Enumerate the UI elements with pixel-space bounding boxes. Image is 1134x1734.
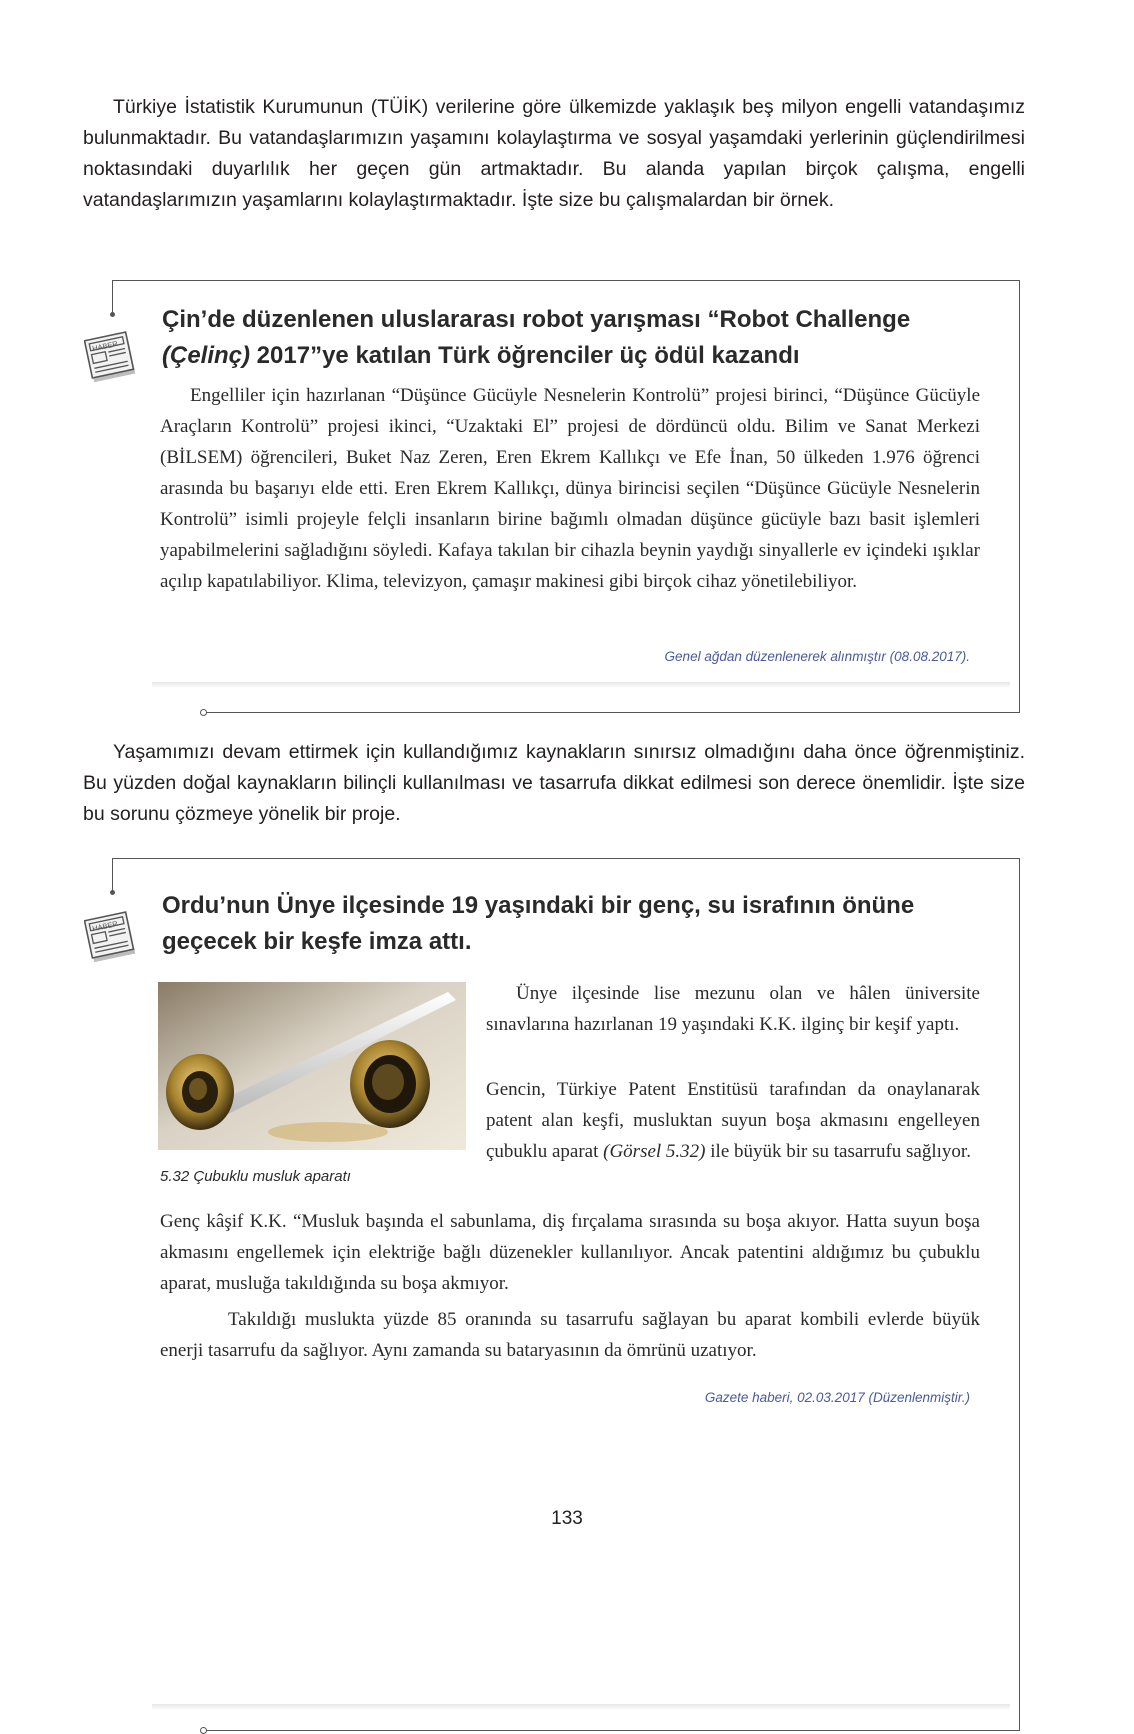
box-frame [112,280,1020,281]
news-box-water-saving [91,858,1020,1734]
news-headline: Ordu’nun Ünye ilçesinde 19 yaşındaki bir genç, su israfının önüne geçecek bir keşfe imza attı. [162,892,915,955]
image-caption: 5.32 Çubuklu musluk aparatı [160,1168,351,1185]
headline-text: 2017”ye katılan Türk öğrenciler üç ödül kazandı [250,342,800,369]
box-frame [204,1730,1020,1731]
news-source: Gazete haberi, 02.03.2017 (Düzenlenmiştir.) [704,1390,970,1405]
paragraph-text: ile büyük bir su tasarrufu sağlıyor. [705,1141,971,1162]
news-paragraph [486,1074,980,1167]
headline-italic-text: (Çelinç) [162,342,251,369]
news-paragraph: Takıldığı muslukta yüzde 85 oranında su tasarrufu sağlayan bu aparat kombili evlerde büyük enerji tasarrufu da sağlıyor. Aynı zamanda su bataryasının da ömrünü uzatıyor. [160,1309,980,1361]
news-box-robot-challenge [91,280,1020,718]
box-frame [204,712,1020,713]
headline-text: Çin’de düzenlenen uluslararası robot yarışması “Robot Challenge [162,306,911,333]
box-shadow [152,682,1010,688]
icon-label: HABER [91,919,119,934]
figure-reference: (Görsel 5.32) [603,1141,706,1162]
newspaper-icon [84,908,140,962]
box-frame [1019,858,1020,1731]
box-shadow [152,1704,1010,1710]
news-source: Genel ağdan düzenlenerek alınmıştır (08.08.2017). [664,649,970,664]
box-frame-marker [112,280,113,314]
page-number: 133 [551,1508,583,1529]
box-frame [1019,280,1020,713]
faucet-device-photo [158,982,466,1150]
newspaper-icon [84,328,140,382]
news-paragraph: Ünye ilçesinde lise mezunu olan ve hâlen üniversite sınavlarına hazırlanan 19 yaşındaki K.K. ilginç bir keşif yaptı. [486,983,980,1035]
box-frame [112,858,1020,859]
news-body: Engelliler için hazırlanan “Düşünce Gücüyle Nesnelerin Kontrolü” projesi birinci, “Düşünce Gücüyle Araçların Kontrolü” projesi ikinci, “Uzaktaki El” projesi de dördüncü oldu. Bilim ve Sanat Merkezi (BİLSEM) öğrencileri, Buket Naz Zeren, Eren Ekrem Kallıkçı ve Efe İnan, 50 ülkeden 1.976 öğrenci arasında bu başarıyı elde etti. Eren Ekrem Kallıkçı, dünya birincisi seçilen “Düşünce Gücüyle Nesnelerin Kontrolü” isimli projeyle felçli insanların birine bağımlı olmadan düşünce gücüyle bazı basit işlemleri yapabilmelerini sağladığını söyledi. Kafaya takılan bir cihazla beynin yaydığı sinyallerle ev içindeki ışıklar açılıp kapatılabiliyor. Klima, televizyon, çamaşır makinesi gibi birçok cihaz yönetilebiliyor. [160,385,980,592]
news-paragraph: Genç kâşif K.K. “Musluk başında el sabunlama, diş fırçalama sırasında su boşa akıyor. Hatta suyun boşa akmasını engellemek için elektriğe bağlı düzenekler kullanılıyor. Ancak patentini aldığımız bu çubuklu aparat, musluğa takıldığında su boşa akmıyor. [160,1211,980,1294]
box-frame-marker [112,858,113,892]
paragraph-text: Gencin, Türkiye Patent Enstitüsü tarafından da onaylanarak patent alan keşfi, musluktan suyun boşa akmasını engelleyen çubuklu aparat [486,1079,980,1162]
intro-paragraph: Türkiye İstatistik Kurumunun (TÜİK) verilerine göre ülkemizde yaklaşık beş milyon engelli vatandaşımız bulunmaktadır. Bu vatandaşlarımızın yaşamını kolaylaştırma ve sosyal yaşamdaki yerlerinin güçlendirilmesi noktasındaki duyarlılık her geçen gün artmaktadır. Bu alanda yapılan birçok çalışma, engelli vatandaşlarımızın yaşamlarını kolaylaştırmaktadır. İşte size bu çalışmalardan bir örnek. [83,96,1025,211]
news-headline [162,302,962,374]
middle-paragraph: Yaşamımızı devam ettirmek için kullandığımız kaynakların sınırsız olmadığını daha önce öğrenmiştiniz. Bu yüzden doğal kaynakların bilinçli kullanılması ve tasarrufa dikkat edilmesi son derece önemlidir. İşte size bu sorunu çözmeye yönelik bir proje. [83,741,1025,825]
icon-label: HABER [91,339,119,354]
